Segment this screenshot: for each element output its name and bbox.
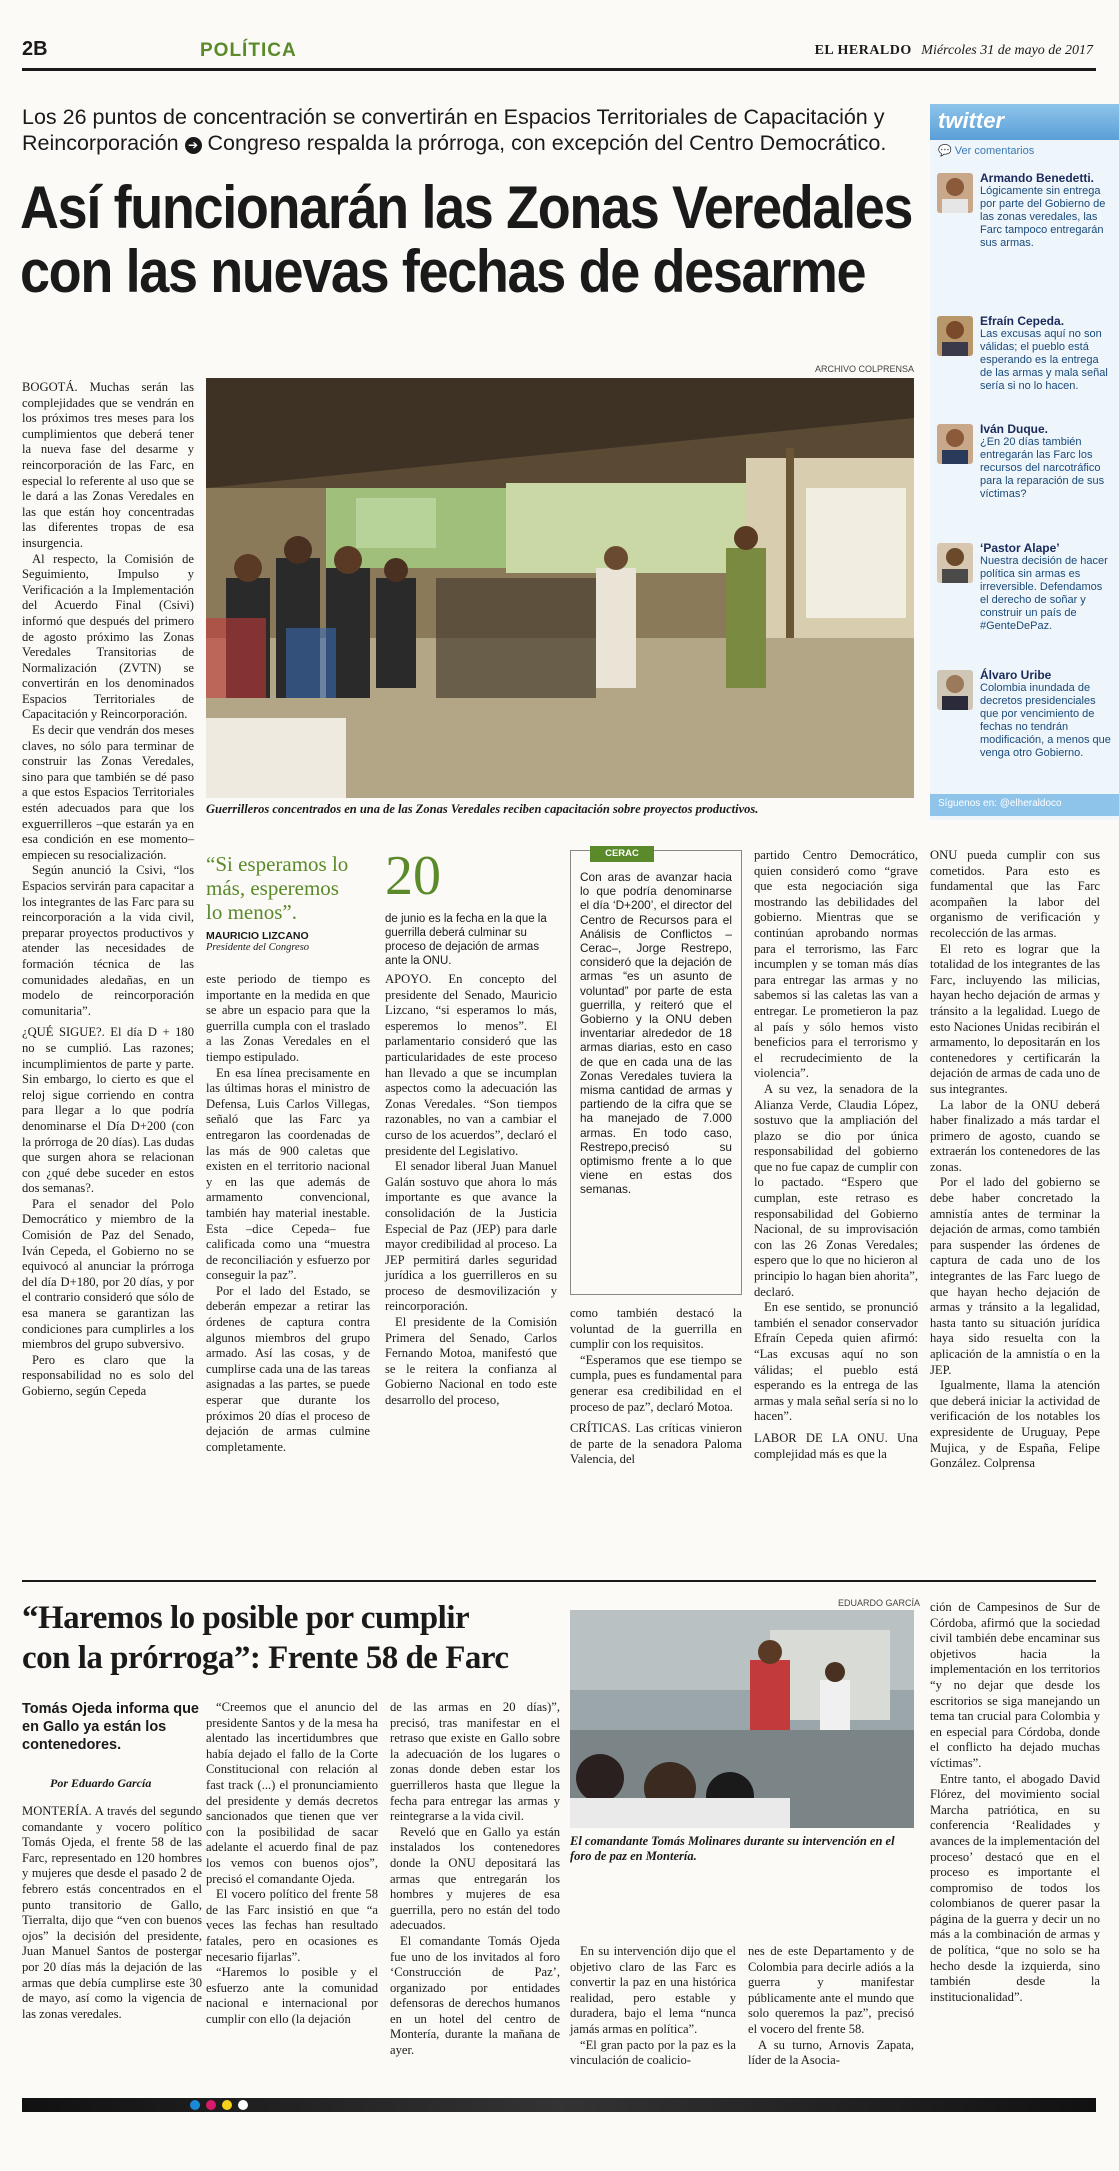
main-article-col-6: ONU pueda cumplir con sus cometidos. Para esto es fundamental que las Farc acompañen la labor del organismo de verificación y recolección de las armas. El reto es lograr que la totalidad de los integrantes de las Farc, incluyendo las milicias, hayan hecho dejación de armas y tránsito a la legalidad. Luego de esto Naciones Unidas recibirán el armamento, lo depositarán en los contenedores y certificarán la dejación de armas de cada uno de sus integrantes. La labor de la ONU deberá haber finalizado a más tardar el primero de agosto, cuando se extraerán los contenedores de las zonas. Por el lado del gobierno se debe haber concretado la amnistía antes de terminar la dejación de armas, como también para suspender las órdenes de captura de cada uno de los integrantes de las Farc luego de que hayan hecho dejación de armas y tránsito a la legalidad, hasta tanto su situación jurídica haya sido resuelta con la aplicación de la amnistía o en la JEP. Igualmente, llama la atención que deberá iniciar la actividad de verificación de los notables los expresidente de Uruguay, Pepe Mujica, y de España, Felipe González. Colprensa [930,848,1100,1471]
stat-number: 20 [385,845,441,907]
issue-date: Miércoles 31 de mayo de 2017 [921,43,1093,58]
second-byline: Por Eduardo García [50,1776,152,1790]
main-article-col-2: este periodo de tiempo es importante en la medida en que se abre un espacio para que la guerrilla cumpla con el traslado a las Zonas Veredales en el tiempo estipulado. En esa línea precisamente en las últimas horas el ministro de Defensa, Luis Carlos Villegas, señaló que las Farc ya entregaron las coordenadas de las más de 900 caletas que existen en el territorio nacional y en las que además de armamento convencional, también hay material inestable. Esta –dice Cepeda– fue calificada como una “muestra de reconciliación y esfuerzo por conseguir la paz”. Por el lado del Estado, se deberán empezar a retirar las órdenes de captura contra algunos miembros del grupo armado. Así las cosas, y de cumplirse cada una de las tareas asignadas a las partes, se puede esperar que durante los próximos 20 días el proceso de dejación de armas culmine completamente. [206,972,370,1454]
tweet-duque: Iván Duque. ¿En 20 días también entregarán las Farc los recursos del narcotráfico para la reparación de sus víctimas? [980,422,1105,500]
main-photo [206,378,914,798]
stat-text: de junio es la fecha en la que la guerrilla deberá culminar su proceso de dejación de armas ante la ONU. [385,913,547,967]
second-article-col-1: MONTERÍA. A través del segundo comandante y vocero político Tomás Ojeda, el frente 58 de las Farc, representado en 120 hombres y mujeres que desde el pasado 2 de febrero estás concentrados en el punto transitorio de Gallo, Tierralta, dijo que “ven con buenos ojos” la decisión del presidente, Juan Manuel Santos de postergar por 20 días más la dejación de las armas que debía cumplirse este 30 de mayo, así como la vigencia de las zonas veredales. [22,1804,202,2021]
comments-link[interactable]: 💬 Ver comentarios [938,145,1035,157]
second-article-col-2: “Creemos que el anuncio del presidente Santos y de la mesa ha alentado las incertidumbres que había dejado el fallo de la Corte Constitucional con relación al fast track (...) el pronunciamiento del presidente y demás decretos sancionados que tienen que ver con la posibilidad de sacar adelante el acuerdo final de paz los vemos con buenos ojos”, precisó el comandante Ojeda. El vocero político del frente 58 de las Farc insistió en que “a veces las fechas han resultado fatales, pero en ocasiones es necesario fijarlas”. “Haremos lo posible y el esfuerzo ante la comunidad nacional e internacional por cumplir con ello (la dejación [206,1700,378,2026]
newspaper-name: EL HERALDO [814,43,912,58]
second-headline: “Haremos lo posible por cumplir con la prórroga”: Frente 58 de Farc [22,1600,509,1676]
main-headline: Así funcionarán las Zonas Veredales con las nuevas fechas de desarme [20,174,913,305]
deck-line-1: Los 26 puntos de concentración se convertirán en Espacios Territoriales de Capacitación y [22,105,885,129]
avatar [937,424,973,464]
pull-quote [206,852,358,953]
pull-quote-author: MAURICIO LIZCANO [206,930,309,942]
deck [22,104,922,156]
photo-credit: ARCHIVO COLPRENSA [815,364,915,374]
second-article-col-5: nes de este Departamento y de Colombia para decirle adiós a la guerra y manifestar públicamente ante el mundo que solo queremos la paz”, precisó el vocero del frente 58. A su turno, Arnovis Zapata, líder de la Asocia- [748,1944,914,2068]
main-article-col-1: BOGOTÁ. Muchas serán las complejidades que se vendrán en los próximos tres meses para los cumplimientos que deberá tener la nueva fase del desarme y reincorporación de las Farc, en especial lo referente al uso que se le dará a las Zonas Veredales en las que están hoy concentradas las diferentes tropas de esa insurgencia. Al respecto, la Comisión de Seguimiento, Impulso y Verificación a la Implementación del Acuerdo Final (Csivi) informó que después del primero de agosto próximo las Zonas Veredales Transitorias de Normalización (ZVTN) se convertirán en los denominados Espacios Territoriales de Capacitación y Reincorporación. Es decir que vendrán dos meses claves, no sólo para terminar de construir las Zonas Veredales, sino para que también se dé paso a que estos Espacios Territoriales estén adecuados para que los exguerrilleros –que estarán ya en esa condición en ese momento– empiecen su resocialización. Según anunció la Csivi, “los Espacios servirán para capacitar a los integrantes de las Farc para su reincorporación a la vida civil, preparar proyectos productivos y atender las necesidades de formación técnica de las comunidades aledañas, en un modelo de reincorporación comunitaria”. ¿QUÉ SIGUE?. El día D + 180 no se cumplió. Las razones; incumplimientos de parte y parte. Sin embargo, lo cierto es que el reloj sigue corriendo en contra para llegar a lo que podría denominarse el Día D+200 (con la prórroga de 20 días). Las dudas que surgen ahora se relacionan con ¿qué debe suceder en estos dos semanas?. Para el senador del Polo Democrático y miembro de la Comisión de Paz del Senado, Iván Cepeda, el Gobierno no se equivocó al anunciar la prórroga del día D+180, por 20 días, y por el contrario consideró que sólo de esa manera se garantizan las condiciones para cumplirles a los miembros del grupo subversivo. Pero es claro que la responsabilidad no es solo del Gobierno, según Cepeda [22,380,194,1398]
main-photo-caption: Guerrilleros concentrados en una de las Zonas Veredales reciben capacitación sobre proyectos productivos. [206,802,759,816]
header-right [815,43,1093,59]
pull-quote-role: Presidente del Congreso [206,942,310,953]
arrow-icon: ➔ [185,137,202,154]
tweet-uribe: Álvaro Uribe Colombia inundada de decretos presidenciales que por vencimiento de fechas no tendrán modificación, a menos que venga otro Gobierno. [980,668,1111,759]
second-article-col-6: ción de Campesinos de Sur de Córdoba, afirmó que la sociedad civil también debe encaminar sus objetivos hacia la implementación en los territorios “y no dejar que desde los escritorios se siga manejando un tema tan crucial para Colombia y en especial para Córdoba, donde el conflicto ha dejado muchas víctimas”. Entre tanto, el abogado David Flórez, del movimiento social Marcha patriótica, en su conferencia ‘Realidades y avances de la implementación del proceso’ destacó que en el proceso es importante el compromiso de todos los colombianos de querer pasar la página de la guerra y decir un no más a la combinación de armas y de política, “que no solo se ha hecho desde la izquierda, sino también desde la institucionalidad”. [930,1600,1100,2004]
registration-marks [190,2098,490,2112]
forum-scene-illustration [570,1610,914,1828]
speech-bubble-icon: 💬 [938,145,952,157]
section-label: POLÍTICA [200,40,297,61]
tweet-alape: ‘Pastor Alape’ Nuestra decisión de hacer política sin armas es irreversible. Defendamos el derecho de soñar y construir un país de #GenteDePaz. [980,541,1108,632]
avatar [937,316,973,356]
avatar [937,670,973,710]
second-photo-credit: EDUARDO GARCÍA [838,1598,921,1608]
cerac-tag: CERAC [590,846,654,862]
header-rule [22,68,1096,71]
avatar [937,543,973,583]
avatar [937,173,973,213]
footer-color-bar [22,2098,1096,2112]
second-article-col-3: de las armas en 20 días)”, precisó, tras manifestar en el retraso que existe en Gallo sobre la adecuación de los lugares o zonas donde deben estar los guerrilleros hasta que llegue la fecha para entregar las armas y reintegrarse a la vida civil. Reveló que en Gallo ya están instalados los contenedores donde la ONU depositará las armas que entregarán los hombres y mujeres de esa guerrilla, pero no están del todo adecuados. El comandante Tomás Ojeda fue uno de los invitados al foro ‘Construcción de Paz’, organizado por entidades defensoras de derechos humanos en un hotel del centro de Montería, durante la mañana de ayer. [390,1700,560,2058]
pull-quote-text: “Si esperamos lo más, esperemos lo menos”. [206,852,349,924]
twitter-logo: twitter [938,108,1004,133]
tweet-cepeda: Efraín Cepeda. Las excusas aquí no son válidas; el pueblo está esperando es la entrega de las armas y mala señal sería si no lo hacen. [980,314,1108,392]
cerac-text: Con aras de avanzar hacia lo que podría denominarse el día ‘D+200’, el director del Centro de Recursos para el Análisis de Conflictos –Cerac–, Jorge Restrepo, consideró que la dejación de armas “es un asunto de voluntad” por parte de esta guerrilla, y reiteró que el Gobierno y la ONU deben inventariar alrededor de 18 armas diarias, esto en caso de que en cada una de las Zonas Veredales tuviera la misma cantidad de armas y partiendo de la cifra que se ha manejado de 7.000 armas. En todo caso, Restrepo,precisó su optimismo frente a lo que viene en estas dos semanas. [580,870,732,1197]
second-photo-caption: El comandante Tomás Molinares durante su intervención en el foro de paz en Montería. [570,1834,895,1863]
twitter-follow[interactable]: Síguenos en: @elheraldoco [930,794,1119,816]
main-article-col-4: como también destacó la voluntad de la guerrilla en cumplir con los requisitos. “Esperamos que ese tiempo se cumpla, pues es fundamental para generar esa credibilidad en el proceso de paz”, declaró Motoa. CRÍTICAS. Las críticas vinieron de parte de la senadora Paloma Valencia, del [570,1306,742,1467]
section-divider [22,1580,1096,1582]
training-scene-illustration [206,378,914,798]
page-number: 2B [22,38,48,60]
second-summary: Tomás Ojeda informa que en Gallo ya están los contenedores. [22,1701,199,1753]
main-article-col-5: partido Centro Democrático, quien consideró como “grave que esta negociación siga mostrando las debilidades del gobierno. Mientras que se continúan aprobando normas para el terrorismo, las Farc incumplen y se toman más días para entregar las armas y no sabemos si las caletas las van a entregar. Le prometieron la paz al país y sólo hemos visto beneficios para el terrorismo y el recrudecimiento de la violencia”. A su vez, la senadora de la Alianza Verde, Claudia López, sostuvo que la ampliación del plazo se dio por única responsabilidad del gobierno que no fue capaz de cumplir con lo pactado. “Espero que cumplan, este retraso es responsabilidad del Gobierno Nacional, de su improvisación con las 26 Zonas Veredales; espero que lo que no hicieron al principio lo hagan bien ahorita”, declaró. En ese sentido, se pronunció también el senador conservador Efraín Cepeda quien afirmó: “Las excusas aquí no son válidas; el pueblo está esperando es la entrega de las armas y mala señal sería si no lo hacen”. LABOR DE LA ONU. Una complejidad más es que la [754,848,918,1461]
main-article-col-3: APOYO. En concepto del presidente del Senado, Mauricio Lizcano, “si esperamos lo más, esperemos lo menos”. El parlamentario consideró que las particularidades de este proceso han llevado a que se incumplan aspectos como la adecuación las Zonas Veredales. “Son tiempos razonables, no van a cambiar el curso de los acuerdos”, declaró el presidente del Legislativo. El senador liberal Juan Manuel Galán sostuvo que ahora lo más importante es que avance la consolidación de la Justicia Especial de Paz (JEP) para darle mayor credibilidad al proceso. La JEP permitirá darles seguridad jurídica a los guerrilleros en su proceso de desmovilización y reincorporación. El presidente de la Comisión Primera del Senado, Carlos Fernando Motoa, manifestó que se le reitera la confianza al Gobierno Nacional en todo este desarrollo del proceso, [385,972,557,1408]
second-article-col-4: En su intervención dijo que el objetivo claro de las Farc es convertir la paz en una histórica realidad, pero estable y duradera, bajo el lema “nunca jamás armas en política”. “El gran pacto por la paz es la vinculación de coalicio- [570,1944,736,2068]
deck-line-2: Reincorporación ➔ Congreso respalda la prórroga, con excepción del Centro Democrático. [22,131,887,155]
tweet-benedetti: Armando Benedetti. Lógicamente sin entrega por parte del Gobierno de las zonas veredales, las Farc tampoco entregarán sus armas. [980,171,1106,249]
second-photo [570,1610,914,1828]
